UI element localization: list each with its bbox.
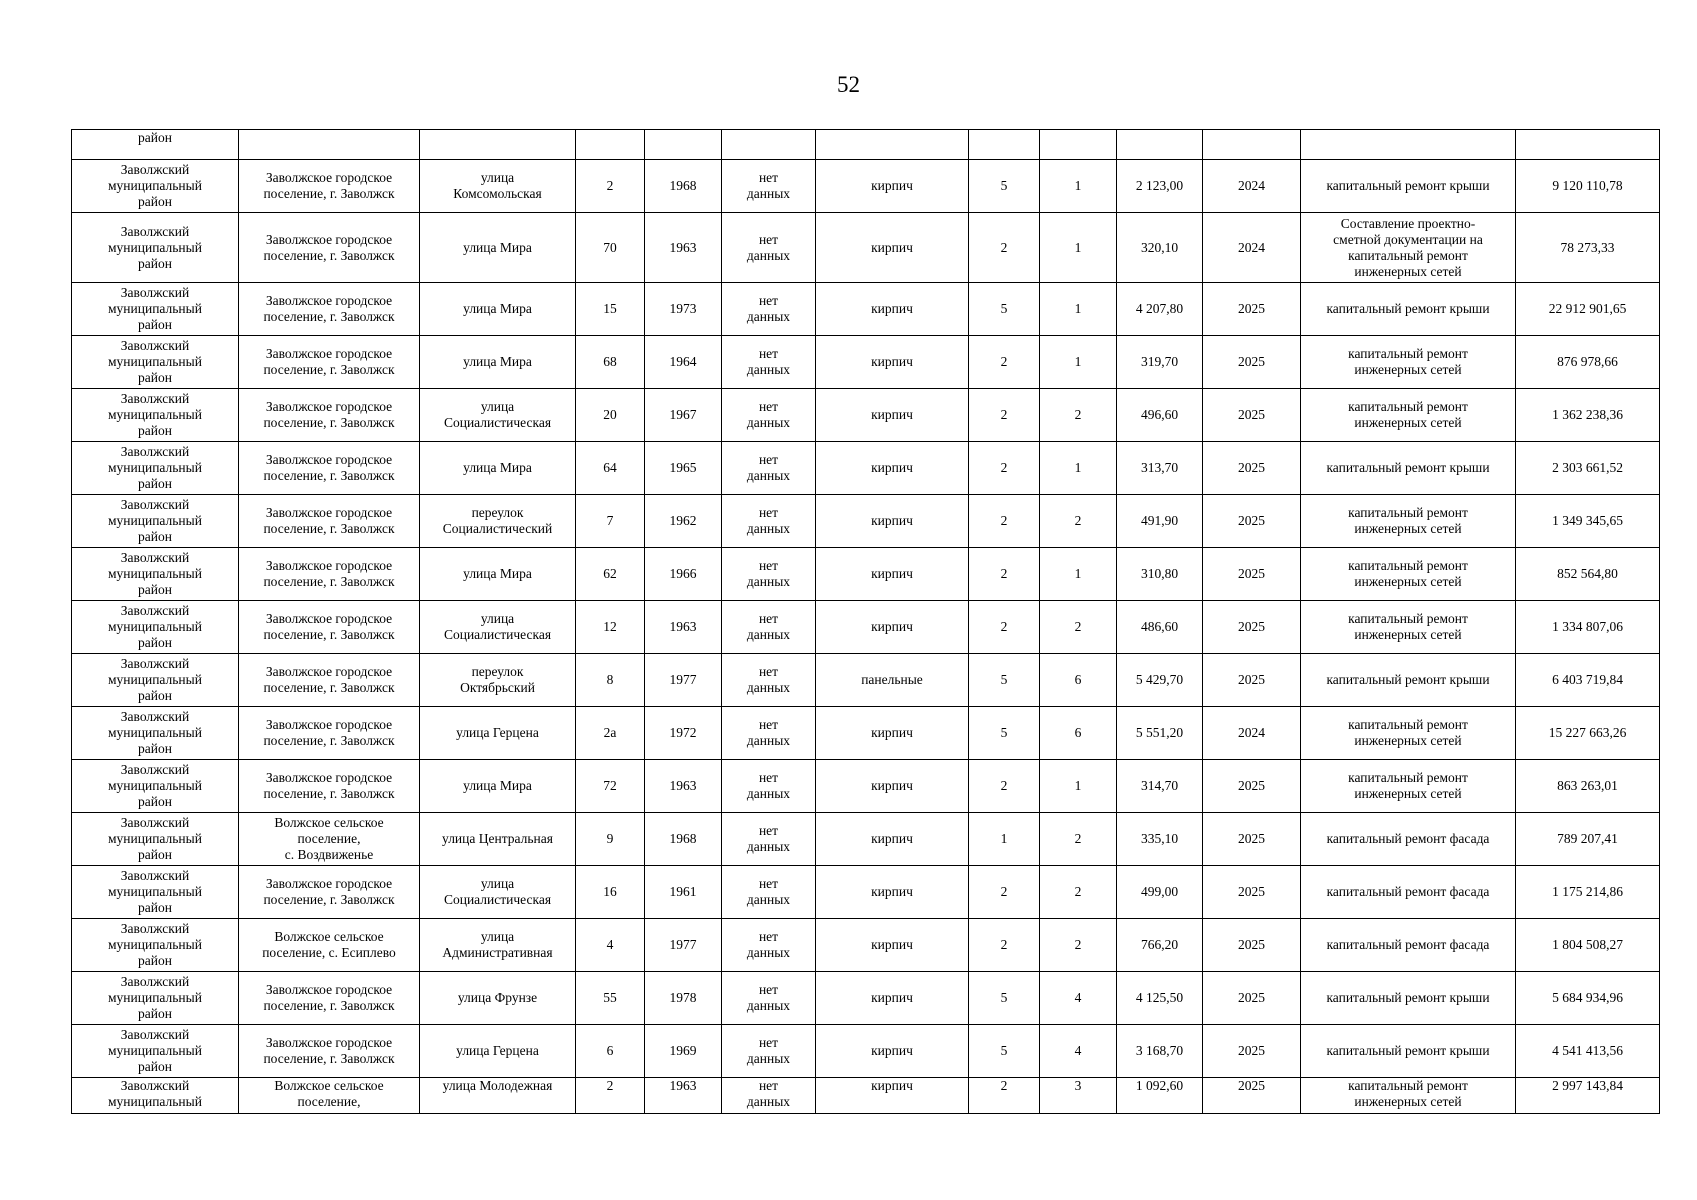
table-cell: 1 349 345,65 bbox=[1516, 495, 1660, 548]
table-cell: капитальный ремонт крыши bbox=[1301, 160, 1516, 213]
table-cell: 2 bbox=[1040, 495, 1117, 548]
table-cell: кирпич bbox=[816, 601, 969, 654]
table-cell: 1 bbox=[1040, 160, 1117, 213]
table-cell: улица Герцена bbox=[420, 707, 576, 760]
table-cell: 2а bbox=[576, 707, 645, 760]
table-cell: 2 123,00 bbox=[1117, 160, 1203, 213]
table-cell: 1968 bbox=[645, 160, 722, 213]
table-cell: Заволжский муниципальный bbox=[72, 1078, 239, 1114]
table-cell: нет данных bbox=[722, 548, 816, 601]
table-cell: 12 bbox=[576, 601, 645, 654]
table-cell: 5 bbox=[969, 972, 1040, 1025]
table-cell: капитальный ремонт фасада bbox=[1301, 866, 1516, 919]
table-cell: улица Герцена bbox=[420, 1025, 576, 1078]
table-cell: кирпич bbox=[816, 389, 969, 442]
table-row bbox=[72, 495, 1660, 548]
table-cell: кирпич bbox=[816, 1025, 969, 1078]
table-cell: Заволжское городское поселение, г. Заволжск bbox=[239, 866, 420, 919]
table-cell: 2025 bbox=[1203, 760, 1301, 813]
table-row bbox=[72, 972, 1660, 1025]
table-cell: кирпич bbox=[816, 707, 969, 760]
table-cell: 20 bbox=[576, 389, 645, 442]
table-row-continued bbox=[72, 130, 1660, 160]
table-row bbox=[72, 707, 1660, 760]
table-cell: 6 403 719,84 bbox=[1516, 654, 1660, 707]
table-cell: капитальный ремонт крыши bbox=[1301, 654, 1516, 707]
table-cell: нет данных bbox=[722, 389, 816, 442]
table-cell: 2 bbox=[969, 1078, 1040, 1114]
table-cell: 15 bbox=[576, 283, 645, 336]
table-cell: 766,20 bbox=[1117, 919, 1203, 972]
table-cell: улица Социалистическая bbox=[420, 866, 576, 919]
table-row bbox=[72, 389, 1660, 442]
table-cell: кирпич bbox=[816, 495, 969, 548]
table-cell: Заволжское городское поселение, г. Заволжск bbox=[239, 654, 420, 707]
table-cell: 2 bbox=[969, 389, 1040, 442]
table-cell: 78 273,33 bbox=[1516, 213, 1660, 283]
table-cell: 1969 bbox=[645, 1025, 722, 1078]
table-cell: нет данных bbox=[722, 495, 816, 548]
table-cell: 15 227 663,26 bbox=[1516, 707, 1660, 760]
table-cell: 1964 bbox=[645, 336, 722, 389]
table-cell: 1963 bbox=[645, 601, 722, 654]
table-cell: 16 bbox=[576, 866, 645, 919]
table-cell: Заволжское городское поселение, г. Заволжск bbox=[239, 1025, 420, 1078]
table-row bbox=[72, 866, 1660, 919]
table-cell: Заволжский муниципальный район bbox=[72, 213, 239, 283]
table-cell: кирпич bbox=[816, 1078, 969, 1114]
table-cell: улица Мира bbox=[420, 213, 576, 283]
table-cell: 2 bbox=[1040, 866, 1117, 919]
table-cell: 2025 bbox=[1203, 866, 1301, 919]
table-cell: 3 168,70 bbox=[1117, 1025, 1203, 1078]
table-cell: Заволжский муниципальный район bbox=[72, 389, 239, 442]
table-cell: капитальный ремонт крыши bbox=[1301, 283, 1516, 336]
table-cell: 852 564,80 bbox=[1516, 548, 1660, 601]
table-cell: нет данных bbox=[722, 1078, 816, 1114]
table-cell: 1 bbox=[1040, 442, 1117, 495]
table-cell: Заволжский муниципальный район bbox=[72, 972, 239, 1025]
table-cell: 1 362 238,36 bbox=[1516, 389, 1660, 442]
table-cell: 2 bbox=[1040, 601, 1117, 654]
table-cell: улица Социалистическая bbox=[420, 601, 576, 654]
table-cell bbox=[1516, 130, 1660, 160]
table-cell: 2025 bbox=[1203, 1025, 1301, 1078]
table-cell: нет данных bbox=[722, 972, 816, 1025]
table-cell: 313,70 bbox=[1117, 442, 1203, 495]
table-cell: 1962 bbox=[645, 495, 722, 548]
table-cell: 1 804 508,27 bbox=[1516, 919, 1660, 972]
table-cell: улица Комсомольская bbox=[420, 160, 576, 213]
table-cell: Заволжское городское поселение, г. Заволжск bbox=[239, 972, 420, 1025]
table-cell bbox=[816, 130, 969, 160]
table-cell: капитальный ремонт инженерных сетей bbox=[1301, 389, 1516, 442]
table-cell bbox=[420, 130, 576, 160]
table-cell: 72 bbox=[576, 760, 645, 813]
table-cell: капитальный ремонт инженерных сетей bbox=[1301, 336, 1516, 389]
table-cell: Заволжское городское поселение, г. Заволжск bbox=[239, 601, 420, 654]
table-cell: 496,60 bbox=[1117, 389, 1203, 442]
table-cell: 5 684 934,96 bbox=[1516, 972, 1660, 1025]
table-cell: 1967 bbox=[645, 389, 722, 442]
table-cell: 2025 bbox=[1203, 336, 1301, 389]
table-row bbox=[72, 548, 1660, 601]
table-cell: 1 092,60 bbox=[1117, 1078, 1203, 1114]
table-cell: 2 bbox=[969, 601, 1040, 654]
table-cell: капитальный ремонт инженерных сетей bbox=[1301, 548, 1516, 601]
table-cell: 310,80 bbox=[1117, 548, 1203, 601]
table-cell: 5 bbox=[969, 654, 1040, 707]
table-cell: район bbox=[72, 130, 239, 160]
table-cell: Заволжский муниципальный район bbox=[72, 601, 239, 654]
table-cell: 5 bbox=[969, 707, 1040, 760]
table-cell: улица Мира bbox=[420, 760, 576, 813]
table-cell: 1 bbox=[1040, 336, 1117, 389]
table-cell: 1963 bbox=[645, 213, 722, 283]
table-cell: 1972 bbox=[645, 707, 722, 760]
table-cell: 1 bbox=[1040, 213, 1117, 283]
table-cell: Заволжское городское поселение, г. Заволжск bbox=[239, 495, 420, 548]
table-cell: 2 bbox=[969, 919, 1040, 972]
table-cell: капитальный ремонт крыши bbox=[1301, 972, 1516, 1025]
table-cell bbox=[969, 130, 1040, 160]
table-cell: Заволжский муниципальный район bbox=[72, 813, 239, 866]
table-cell: 7 bbox=[576, 495, 645, 548]
table-cell bbox=[239, 130, 420, 160]
table-cell: 2 bbox=[969, 866, 1040, 919]
table-cell: 2025 bbox=[1203, 1078, 1301, 1114]
table-cell: Волжское сельское поселение, с. Есиплево bbox=[239, 919, 420, 972]
table-cell: 2025 bbox=[1203, 919, 1301, 972]
table-cell: 1963 bbox=[645, 760, 722, 813]
table-cell: кирпич bbox=[816, 336, 969, 389]
table-row bbox=[72, 760, 1660, 813]
table-cell: 8 bbox=[576, 654, 645, 707]
table-cell: 1961 bbox=[645, 866, 722, 919]
table-cell: 2025 bbox=[1203, 283, 1301, 336]
table-cell: 5 429,70 bbox=[1117, 654, 1203, 707]
table-cell: 1966 bbox=[645, 548, 722, 601]
table-cell: 863 263,01 bbox=[1516, 760, 1660, 813]
table-cell: 2025 bbox=[1203, 548, 1301, 601]
table-cell: 4 207,80 bbox=[1117, 283, 1203, 336]
table-cell bbox=[1040, 130, 1117, 160]
table-row bbox=[72, 1025, 1660, 1078]
housing-repair-table bbox=[71, 129, 1660, 1114]
table-cell: 2 bbox=[1040, 919, 1117, 972]
table-cell: Заволжское городское поселение, г. Заволжск bbox=[239, 336, 420, 389]
table-cell: 1978 bbox=[645, 972, 722, 1025]
table-cell: улица Мира bbox=[420, 336, 576, 389]
table-cell: Заволжское городское поселение, г. Заволжск bbox=[239, 213, 420, 283]
table-cell: капитальный ремонт фасада bbox=[1301, 813, 1516, 866]
table-cell: 1 175 214,86 bbox=[1516, 866, 1660, 919]
table-row bbox=[72, 442, 1660, 495]
table-cell: 2024 bbox=[1203, 160, 1301, 213]
table-row bbox=[72, 336, 1660, 389]
table-cell: 70 bbox=[576, 213, 645, 283]
table-cell: капитальный ремонт фасада bbox=[1301, 919, 1516, 972]
table-cell: 2 bbox=[969, 760, 1040, 813]
table-cell: Заволжский муниципальный район bbox=[72, 160, 239, 213]
table-cell: 1963 bbox=[645, 1078, 722, 1114]
table-cell: 876 978,66 bbox=[1516, 336, 1660, 389]
table-cell: улица Мира bbox=[420, 283, 576, 336]
table-cell: 5 bbox=[969, 1025, 1040, 1078]
table-row bbox=[72, 813, 1660, 866]
table-cell bbox=[1203, 130, 1301, 160]
table-cell: 2 bbox=[1040, 813, 1117, 866]
table-cell: 1977 bbox=[645, 919, 722, 972]
table-row bbox=[72, 1078, 1660, 1114]
page-number: 52 bbox=[837, 72, 860, 97]
table-cell: Заволжский муниципальный район bbox=[72, 336, 239, 389]
table-cell: 1973 bbox=[645, 283, 722, 336]
table-cell: нет данных bbox=[722, 760, 816, 813]
table-cell bbox=[1117, 130, 1203, 160]
table-cell: 6 bbox=[576, 1025, 645, 1078]
table-cell: Заволжский муниципальный район bbox=[72, 654, 239, 707]
table-cell: 2 bbox=[969, 442, 1040, 495]
table-cell: 5 bbox=[969, 283, 1040, 336]
table-cell: 22 912 901,65 bbox=[1516, 283, 1660, 336]
table-cell: кирпич bbox=[816, 866, 969, 919]
table-cell: Заволжское городское поселение, г. Заволжск bbox=[239, 760, 420, 813]
table-cell: капитальный ремонт инженерных сетей bbox=[1301, 601, 1516, 654]
table-cell: улица Административная bbox=[420, 919, 576, 972]
table-cell: 1 bbox=[1040, 548, 1117, 601]
table-cell: Волжское сельское поселение, bbox=[239, 1078, 420, 1114]
table-cell: капитальный ремонт инженерных сетей bbox=[1301, 760, 1516, 813]
table-body bbox=[72, 130, 1660, 1114]
table-cell bbox=[645, 130, 722, 160]
table-row bbox=[72, 160, 1660, 213]
table-cell: 68 bbox=[576, 336, 645, 389]
table-row bbox=[72, 283, 1660, 336]
table-cell: нет данных bbox=[722, 213, 816, 283]
table-cell: Заволжское городское поселение, г. Заволжск bbox=[239, 160, 420, 213]
table-cell: 2 997 143,84 bbox=[1516, 1078, 1660, 1114]
table-cell: 2 bbox=[969, 336, 1040, 389]
table-cell: Заволжский муниципальный район bbox=[72, 1025, 239, 1078]
table-cell: 2025 bbox=[1203, 389, 1301, 442]
table-cell bbox=[722, 130, 816, 160]
table-cell: 6 bbox=[1040, 707, 1117, 760]
table-cell: нет данных bbox=[722, 283, 816, 336]
table-cell: улица Мира bbox=[420, 442, 576, 495]
table-cell: 1968 bbox=[645, 813, 722, 866]
table-cell: 319,70 bbox=[1117, 336, 1203, 389]
table-cell: 4 541 413,56 bbox=[1516, 1025, 1660, 1078]
table-cell: 9 120 110,78 bbox=[1516, 160, 1660, 213]
table-cell: Заволжский муниципальный район bbox=[72, 283, 239, 336]
table-cell: кирпич bbox=[816, 160, 969, 213]
table-cell: 3 bbox=[1040, 1078, 1117, 1114]
table-cell: 2 bbox=[969, 548, 1040, 601]
table-cell: Заволжское городское поселение, г. Заволжск bbox=[239, 389, 420, 442]
table-cell: 491,90 bbox=[1117, 495, 1203, 548]
table-cell: улица Социалистическая bbox=[420, 389, 576, 442]
table-cell: Заволжский муниципальный район bbox=[72, 548, 239, 601]
table-cell: 2 303 661,52 bbox=[1516, 442, 1660, 495]
table-cell: 2 bbox=[969, 213, 1040, 283]
table-cell bbox=[576, 130, 645, 160]
table-cell: Заволжский муниципальный район bbox=[72, 919, 239, 972]
table-cell: 64 bbox=[576, 442, 645, 495]
table-cell: 1965 bbox=[645, 442, 722, 495]
table-cell: 320,10 bbox=[1117, 213, 1203, 283]
table-row bbox=[72, 919, 1660, 972]
table-cell: кирпич bbox=[816, 213, 969, 283]
table-cell: нет данных bbox=[722, 654, 816, 707]
table-cell: нет данных bbox=[722, 707, 816, 760]
table-cell: 314,70 bbox=[1117, 760, 1203, 813]
table-cell: кирпич bbox=[816, 919, 969, 972]
table-cell: 2025 bbox=[1203, 972, 1301, 1025]
table-cell: Заволжское городское поселение, г. Заволжск bbox=[239, 283, 420, 336]
table-cell: кирпич bbox=[816, 813, 969, 866]
table-cell: 1 bbox=[1040, 283, 1117, 336]
table-cell: 2025 bbox=[1203, 654, 1301, 707]
table-cell: 5 bbox=[969, 160, 1040, 213]
table-cell: нет данных bbox=[722, 866, 816, 919]
table-cell: Заволжское городское поселение, г. Заволжск bbox=[239, 442, 420, 495]
table-cell: 1 334 807,06 bbox=[1516, 601, 1660, 654]
table-cell: капитальный ремонт инженерных сетей bbox=[1301, 495, 1516, 548]
table-cell: 5 551,20 bbox=[1117, 707, 1203, 760]
table-cell: улица Молодежная bbox=[420, 1078, 576, 1114]
table-cell: 2 bbox=[969, 495, 1040, 548]
table-cell: 2 bbox=[576, 1078, 645, 1114]
table-cell: кирпич bbox=[816, 548, 969, 601]
table-cell: 55 bbox=[576, 972, 645, 1025]
table-cell: 2025 bbox=[1203, 813, 1301, 866]
table-cell: 9 bbox=[576, 813, 645, 866]
table-cell: Заволжский муниципальный район bbox=[72, 866, 239, 919]
table-cell: Волжское сельское поселение, с. Воздвиженье bbox=[239, 813, 420, 866]
table-cell: нет данных bbox=[722, 442, 816, 495]
table-cell: 2025 bbox=[1203, 601, 1301, 654]
table-cell: капитальный ремонт крыши bbox=[1301, 1025, 1516, 1078]
table-cell: кирпич bbox=[816, 442, 969, 495]
table-cell: улица Фрунзе bbox=[420, 972, 576, 1025]
table-cell: Заволжское городское поселение, г. Заволжск bbox=[239, 707, 420, 760]
table-cell: 6 bbox=[1040, 654, 1117, 707]
table-cell: капитальный ремонт крыши bbox=[1301, 442, 1516, 495]
table-cell: 335,10 bbox=[1117, 813, 1203, 866]
table-cell: 4 bbox=[1040, 972, 1117, 1025]
table-cell: 2025 bbox=[1203, 442, 1301, 495]
table-row bbox=[72, 213, 1660, 283]
table-cell: Заволжское городское поселение, г. Заволжск bbox=[239, 548, 420, 601]
table-cell: 2 bbox=[576, 160, 645, 213]
table-cell: Заволжский муниципальный район bbox=[72, 442, 239, 495]
table-cell: капитальный ремонт инженерных сетей bbox=[1301, 707, 1516, 760]
table-cell: улица Мира bbox=[420, 548, 576, 601]
table-cell: Составление проектно- сметной документации на капитальный ремонт инженерных сетей bbox=[1301, 213, 1516, 283]
table-cell: нет данных bbox=[722, 1025, 816, 1078]
table-cell: улица Центральная bbox=[420, 813, 576, 866]
table-cell: 486,60 bbox=[1117, 601, 1203, 654]
table-cell: нет данных bbox=[722, 919, 816, 972]
table-cell: 2 bbox=[1040, 389, 1117, 442]
table-cell: 4 bbox=[576, 919, 645, 972]
table-cell: Заволжский муниципальный район bbox=[72, 707, 239, 760]
table-cell: нет данных bbox=[722, 813, 816, 866]
table-cell: 4 bbox=[1040, 1025, 1117, 1078]
table-cell: кирпич bbox=[816, 283, 969, 336]
table-cell: переулок Октябрьский bbox=[420, 654, 576, 707]
table-cell: 1 bbox=[1040, 760, 1117, 813]
table-cell: Заволжский муниципальный район bbox=[72, 760, 239, 813]
table-cell: 1 bbox=[969, 813, 1040, 866]
table-cell: 499,00 bbox=[1117, 866, 1203, 919]
table-cell: 4 125,50 bbox=[1117, 972, 1203, 1025]
table-cell: 62 bbox=[576, 548, 645, 601]
table-cell: Заволжский муниципальный район bbox=[72, 495, 239, 548]
table-cell: капитальный ремонт инженерных сетей bbox=[1301, 1078, 1516, 1114]
table-cell: 2024 bbox=[1203, 213, 1301, 283]
table-row bbox=[72, 601, 1660, 654]
table-cell: нет данных bbox=[722, 336, 816, 389]
table-cell: 2025 bbox=[1203, 495, 1301, 548]
table-cell: кирпич bbox=[816, 760, 969, 813]
table-cell: 2024 bbox=[1203, 707, 1301, 760]
table-cell: 1977 bbox=[645, 654, 722, 707]
table-cell: нет данных bbox=[722, 601, 816, 654]
table-cell bbox=[1301, 130, 1516, 160]
table-row bbox=[72, 654, 1660, 707]
table-cell: панельные bbox=[816, 654, 969, 707]
table-cell: кирпич bbox=[816, 972, 969, 1025]
table-cell: нет данных bbox=[722, 160, 816, 213]
table-cell: 789 207,41 bbox=[1516, 813, 1660, 866]
table-cell: переулок Социалистический bbox=[420, 495, 576, 548]
